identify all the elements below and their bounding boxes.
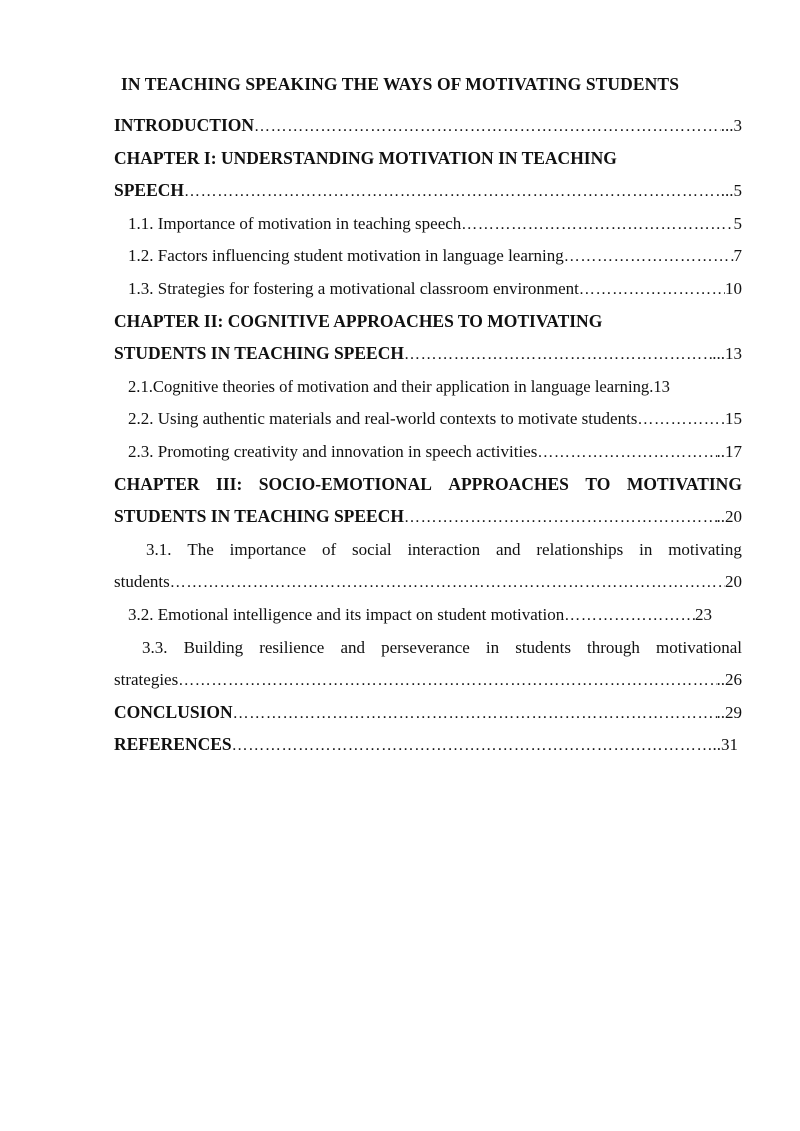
document-title: IN TEACHING SPEAKING THE WAYS OF MOTIVATING STUDENTS [120, 74, 680, 94]
dot-leader [404, 504, 717, 531]
dot-leader [178, 667, 716, 694]
dot-leader [564, 243, 734, 270]
dot-leader [579, 276, 725, 303]
toc-entry-label: INTRODUCTION [114, 115, 255, 135]
toc-entry-section-1-1 [114, 210, 742, 243]
toc-section-3-3-heading: 3.3. Building resilience and perseverance in students through motivational [142, 637, 742, 657]
toc-entry-section-1-3 [114, 275, 742, 308]
toc-entry-label: STUDENTS IN TEACHING SPEECH [114, 343, 404, 364]
toc-entry-label: REFERENCES [114, 734, 232, 755]
toc-entry-section-2-3 [114, 438, 742, 471]
toc-entry-label: 2.3. Promoting creativity and innovation in speech activities [128, 441, 538, 461]
toc-entry-section-2-2 [114, 405, 742, 438]
toc-entry-label: students [114, 572, 170, 592]
dot-leader [170, 569, 725, 596]
toc-page-number: ..31 [712, 735, 738, 755]
toc-page-number: ..26 [716, 670, 742, 690]
toc-entry-section-2-1 [114, 373, 742, 406]
toc-page-number: ...5 [720, 181, 742, 201]
toc-entry-label: STUDENTS IN TEACHING SPEECH [114, 506, 404, 527]
toc-page-number: 5 [733, 213, 742, 233]
toc-entry-label: 3.2. Emotional intelligence and its impact on student motivation [128, 604, 565, 624]
toc-chapter2-heading: CHAPTER II: COGNITIVE APPROACHES TO MOTIVATING [114, 310, 603, 331]
toc-page-number: ..17 [716, 441, 742, 461]
toc-chapter3-heading: CHAPTER III: SOCIO-EMOTIONAL APPROACHES TO MOTIVATING [114, 473, 742, 494]
toc-page-number: ...13 [712, 344, 742, 364]
dot-leader [564, 602, 695, 629]
toc-entry-introduction [114, 112, 742, 145]
dot-leader [537, 439, 716, 466]
toc-entry-label: 2.1.Cognitive theories of motivation and their application in language learning.13 [128, 376, 670, 396]
toc-entry-section-3-3 [114, 666, 742, 699]
toc-entry-references [114, 731, 742, 764]
toc-entry-chapter2 [114, 340, 742, 373]
toc-page-number: 23 [695, 604, 712, 624]
toc-entry-label: strategies [114, 670, 179, 690]
table-of-contents [114, 112, 742, 764]
dot-leader [637, 406, 725, 433]
toc-entry-label: 2.2. Using authentic materials and real-world contexts to motivate students [128, 409, 638, 429]
dot-leader [254, 113, 721, 140]
toc-entry-label: CONCLUSION [114, 701, 233, 722]
toc-entry-label: 1.3. Strategies for fostering a motivational classroom environment [128, 278, 579, 298]
toc-page-number: 15 [725, 409, 742, 429]
dot-leader [461, 211, 733, 238]
toc-page-number: 20 [725, 572, 742, 592]
toc-entry-label: 1.1. Importance of motivation in teaching speech [128, 213, 462, 233]
dot-leader [404, 341, 712, 368]
toc-entry-section-3-2 [114, 601, 742, 634]
toc-page-number: ...3 [720, 116, 742, 135]
toc-page-number: ..29 [716, 702, 742, 722]
toc-entry-label: 1.2. Factors influencing student motivation in language learning [128, 246, 564, 266]
dot-leader [232, 732, 713, 759]
toc-entry-conclusion [114, 699, 742, 732]
toc-page-number: 10 [725, 278, 742, 298]
dot-leader [233, 700, 717, 727]
toc-entry-chapter3 [114, 503, 742, 536]
toc-section-3-1-heading: 3.1. The importance of social interaction and relationships in motivating [146, 539, 742, 559]
dot-leader [184, 178, 721, 205]
toc-entry-section-1-2 [114, 242, 742, 275]
toc-entry-label: SPEECH [114, 180, 185, 201]
toc-page-number: 7 [733, 246, 742, 266]
toc-chapter1-heading: CHAPTER I: UNDERSTANDING MOTIVATION IN TEACHING [114, 147, 617, 168]
toc-page-number: ..20 [716, 507, 742, 527]
toc-entry-section-3-1 [114, 568, 742, 601]
toc-entry-chapter1 [114, 177, 742, 210]
